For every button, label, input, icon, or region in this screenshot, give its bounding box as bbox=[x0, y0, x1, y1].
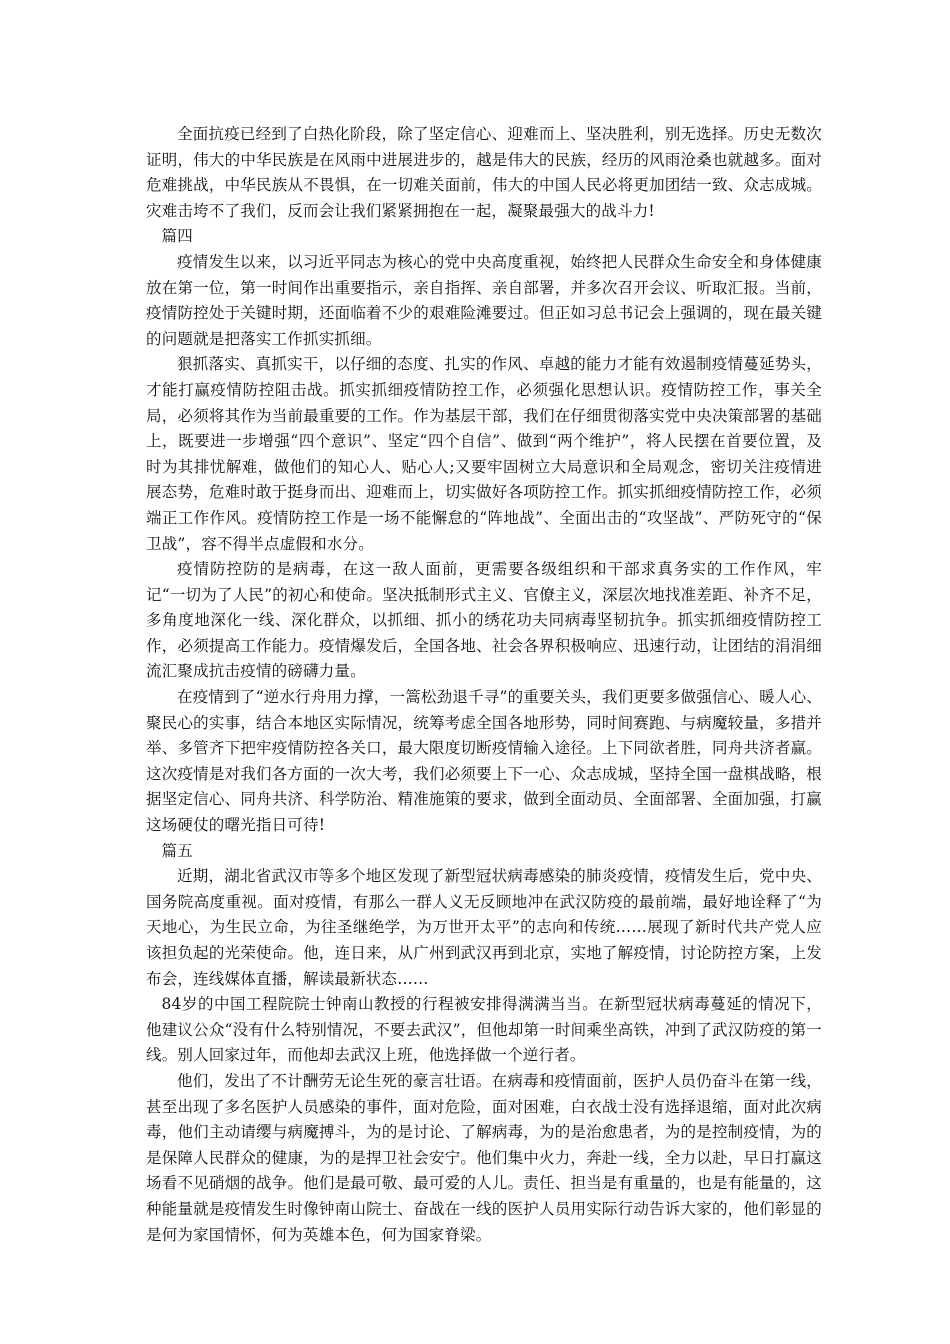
paragraph-5-2: 84岁的中国工程院院士钟南山教授的行程被安排得满满当当。在新型冠状病毒蔓延的情况下，他建议公众“没有什么特别情况，不要去武汉”，但他却第一时间乘坐高铁，冲到了武汉防疫的第一线。别人回家过年，而他却去武汉上班，他选择做一个逆行者。 bbox=[146, 995, 822, 1065]
paragraph-4-4: 在疫情到了“逆水行舟用力撑，一篙松劲退千寻”的重要关头，我们更要多做强信心、暖人心、聚民心的实事，结合本地区实际情况，统筹考虑全国各地形势，同时间赛跑、与病魔较量，多措并举、多管齐下把牢疫情防控各关口，最大限度切断疫情输入途径。上下同欲者胜，同舟共济者赢。这次疫情是对我们各方面的一次大考，我们必须要上下一心、众志成城，坚持全国一盘棋战略，根据坚定信心、同舟共济、科学防治、精准施策的要求，做到全面动员、全面部署、全面加强，打赢这场硬仗的曙光指日可待! bbox=[146, 688, 822, 835]
document-body bbox=[146, 122, 822, 1248]
section-heading-4: 篇四 bbox=[161, 227, 193, 246]
paragraph-intro: 全面抗疫已经到了白热化阶段，除了坚定信心、迎难而上、坚决胜利，别无选择。历史无数次证明，伟大的中华民族是在风雨中进展进步的，越是伟大的民族，经历的风雨沧桑也就越多。面对危难挑战，中华民族从不畏惧，在一切难关面前，伟大的中国人民必将更加团结一致、众志成城。灾难击垮不了我们，反而会让我们紧紧拥抱在一起，凝聚最强大的战斗力! bbox=[146, 125, 822, 220]
paragraph-5-1: 近期，湖北省武汉市等多个地区发现了新型冠状病毒感染的肺炎疫情，疫情发生后，党中央、国务院高度重视。面对疫情，有那么一群人义无反顾地冲在武汉防疫的最前端，最好地诠释了“为天地心，为生民立命，为往圣继绝学，为万世开太平”的志向和传统……展现了新时代共产党人应该担负起的光荣使命。他，连日来，从广州到武汉再到北京，实地了解疫情，讨论防控方案，上发布会，连线媒体直播，解读最新状态…… bbox=[146, 867, 822, 988]
paragraph-4-3: 疫情防控防的是病毒，在这一敌人面前，更需要各级组织和干部求真务实的工作作风，牢记“一切为了人民”的初心和使命。坚决抵制形式主义、官僚主义，深层次地找准差距、补齐不足，多角度地深化一线、深化群众，以抓细、抓小的绣花功夫同病毒坚韧抗争。抓实抓细疫情防控工作，必须提高工作能力。疫情爆发后，全国各地、社会各界积极响应、迅速行动，让团结的涓涓细流汇聚成抗击疫情的磅礴力量。 bbox=[146, 560, 822, 681]
section-heading-5: 篇五 bbox=[161, 841, 193, 860]
paragraph-4-2: 狠抓落实、真抓实干，以仔细的态度、扎实的作风、卓越的能力才能有效遏制疫情蔓延势头，才能打赢疫情防控阻击战。抓实抓细疫情防控工作，必须强化思想认识。疫情防控工作，事关全局，必须将其作为当前最重要的工作。作为基层干部，我们在仔细贯彻落实党中央决策部署的基础上，既要进一步增强“四个意识”、坚定“四个自信”、做到“两个维护”，将人民摆在首要位置，及时为其排忧解难，做他们的知心人、贴心人;又要牢固树立大局意识和全局观念，密切关注疫情进展态势，危难时敢于挺身而出、迎难而上，切实做好各项防控工作。抓实抓细疫情防控工作，必须端正工作作风。疫情防控工作是一场不能懈怠的“阵地战”、全面出击的“攻坚战”、严防死守的“保卫战”，容不得半点虚假和水分。 bbox=[146, 355, 822, 553]
paragraph-4-1: 疫情发生以来，以习近平同志为核心的党中央高度重视，始终把人民群众生命安全和身体健康放在第一位，第一时间作出重要指示，亲自指挥、亲自部署，并多次召开会议、听取汇报。当前，疫情防控处于关键时期，还面临着不少的艰难险滩要过。但正如习总书记会上强调的，现在最关键的问题就是把落实工作抓实抓细。 bbox=[146, 252, 822, 348]
paragraph-5-3: 他们，发出了不计酬劳无论生死的豪言壮语。在病毒和疫情面前，医护人员仍奋斗在第一线，甚至出现了多名医护人员感染的事件，面对危险，面对困难，白衣战士没有选择退缩，面对此次病毒，他们主动请缨与病魔搏斗，为的是讨论、了解病毒，为的是治愈患者，为的是控制疫情，为的是保障人民群众的健康，为的是捍卫社会安宁。他们集中火力，奔赴一线，全力以赴，早日打赢这场看不见硝烟的战争。他们是最可敬、最可爱的人儿。责任、担当是有重量的，也是有能量的，这种能量就是疫情发生时像钟南山院士、奋战在一线的医护人员用实际行动告诉大家的，他们彰显的是何为家国情怀，何为英雄本色，何为国家脊梁。 bbox=[146, 1071, 822, 1244]
